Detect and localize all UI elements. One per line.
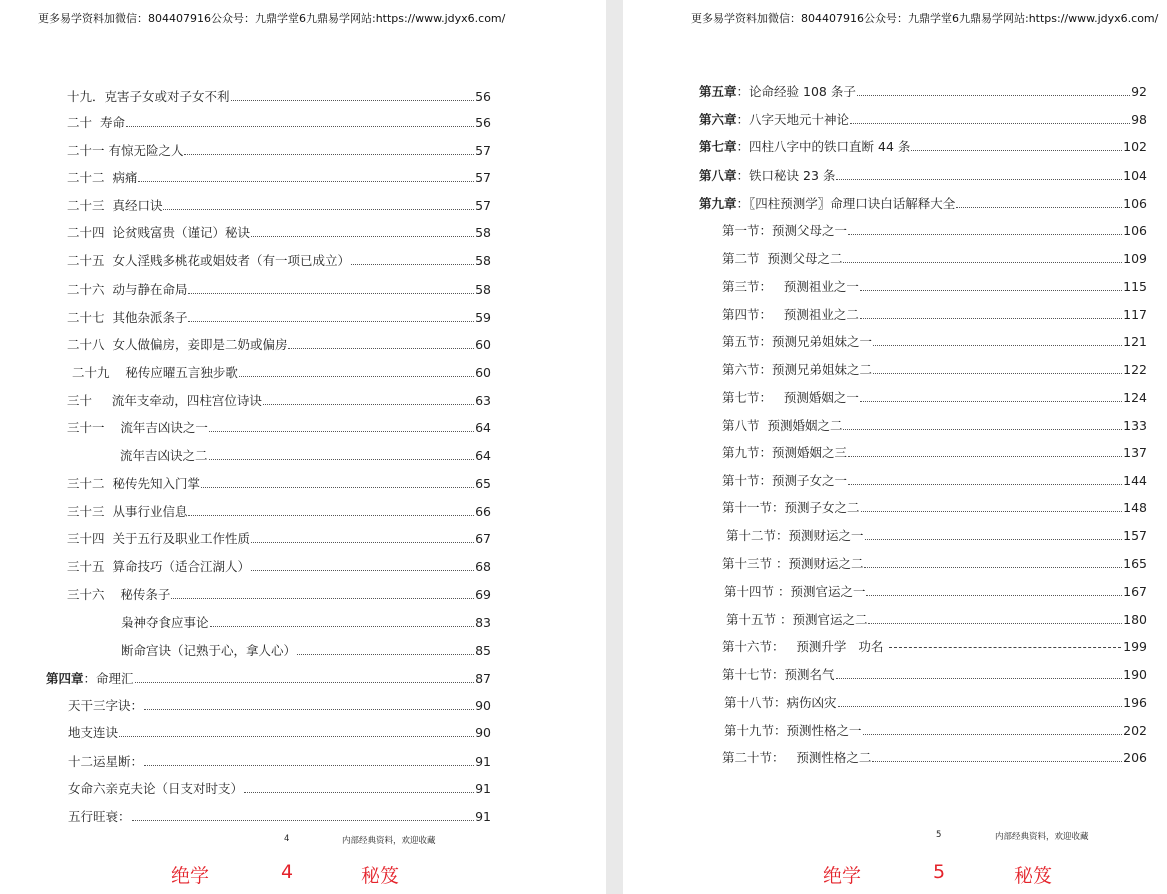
toc-leader [843,429,1122,430]
toc-entry-text: 二十二 病痛 [67,170,138,185]
toc-entry [67,529,491,547]
toc-entry-text: ：命理汇 [83,671,134,686]
toc-entry-title [722,445,847,461]
toc-entry-title [724,695,837,711]
toc-entry-title [722,473,847,489]
toc-entry [722,554,1147,572]
toc-entry [722,360,1147,378]
toc-entry-text: 第三节： 预测祖业之一 [722,279,859,294]
toc-entry-title [722,334,872,350]
toc-chapter-label: 第四章 [46,671,84,686]
toc-entry-text: 第十二节：预测财运之一 [726,528,864,543]
toc-entry [722,498,1147,516]
toc-leader [138,181,474,182]
toc-entry-text: 第一节：预测父母之一 [722,223,848,238]
toc-entry [722,637,1147,655]
toc-entry-title [67,531,250,547]
toc-entry-title [67,587,170,603]
toc-entry-title [67,170,137,186]
toc-entry-text: 流年吉凶诀之二 [120,448,208,463]
toc-entry [722,471,1147,489]
toc-entry-text: 第十八节：病伤凶灾 [724,695,837,710]
toc-page-number: 117 [1123,307,1147,322]
toc-page-number: 199 [1123,639,1147,654]
toc-leader [865,539,1123,540]
toc-leader [861,511,1123,512]
toc-entry-title [67,143,183,159]
toc-entry-text: 二十三 真经口诀 [67,198,163,213]
toc-page-number: 83 [475,615,491,630]
toc-entry-text: 三十一 流年吉凶诀之一 [67,420,208,435]
toc-entry-title [67,310,187,326]
footer-slogan-left: 绝学 [823,865,862,887]
toc-entry-title [121,615,209,631]
toc-entry-title [722,750,871,766]
toc-page-number: 56 [475,115,491,130]
toc-entry-title [699,168,835,184]
toc-entry [726,526,1147,544]
toc-leader [873,373,1122,374]
toc-entry-text: 五行旺衰： [68,809,131,824]
toc-entry-title [722,279,859,295]
toc-entry [67,391,491,409]
toc-entry-text: 二十九 秘传应曜五言独步歌 [72,365,238,380]
toc-entry [724,582,1147,600]
toc-entry [121,641,491,659]
toc-entry [68,807,491,825]
toc-leader [872,761,1122,762]
toc-entry [722,277,1147,295]
toc-page-number: 106 [1123,223,1147,238]
toc-entry [722,443,1147,461]
toc-entry [726,610,1147,628]
toc-page-number: 57 [475,143,491,158]
toc-entry-text: 断命宫诀（记熟于心，拿人心） [121,643,297,658]
toc-entry [67,87,491,105]
toc-entry-title [724,723,862,739]
toc-page-number: 59 [475,310,491,325]
toc-entry [699,110,1147,128]
toc-entry [722,305,1147,323]
toc-entry-text: 第二十节： 预测性格之二 [722,750,872,765]
toc-entry-text: 第四节： 预测祖业之二 [722,307,859,322]
toc-entry [68,779,491,797]
toc-chapter-label: 第九章 [699,196,737,211]
toc-leader [863,734,1123,735]
toc-leader [297,654,474,655]
document-page-5 [623,0,1167,894]
toc-page-number: 206 [1123,750,1147,765]
toc-page-number: 102 [1123,139,1147,154]
toc-leader [889,647,1121,648]
toc-entry-text: 第十五节 ：预测官运之二 [726,612,868,627]
toc-entry-text: 十二运星断： [68,754,144,769]
toc-entry-title [68,809,131,825]
toc-page-number: 167 [1123,584,1147,599]
toc-entry-text: 第十三节 ：预测财运之二 [722,556,864,571]
toc-page-number: 91 [475,781,491,796]
toc-chapter-label: 第六章 [699,112,737,127]
toc-page-number: 148 [1123,500,1147,515]
toc-entry [722,416,1147,434]
toc-entry-text: 第十六节： 预测升学 功名 [722,639,884,654]
toc-entry-title [726,528,864,544]
toc-page-number: 137 [1123,445,1147,460]
toc-entry [722,665,1147,683]
toc-entry [67,308,491,326]
footer-note: 内部经典资料，欢迎收藏 [995,832,1089,842]
toc-page-number: 66 [475,504,491,519]
toc-page-number: 144 [1123,473,1147,488]
toc-entry [67,335,491,353]
toc-page-number: 87 [475,671,491,686]
toc-page-number: 202 [1123,723,1147,738]
toc-entry [67,585,491,603]
toc-leader [188,293,474,294]
toc-entry-title [67,476,200,492]
toc-entry-text: 十九．克害子女或对子女不利 [67,89,230,104]
toc-page-number: 64 [475,448,491,463]
toc-entry-text: 第九节：预测婚姻之三 [722,445,848,460]
toc-leader [144,765,474,766]
toc-entry-title [722,500,860,516]
toc-entry-text: 二十七 其他杂派条子 [67,310,188,325]
toc-leader [836,179,1122,180]
toc-entry-title [68,754,143,770]
toc-leader [868,623,1122,624]
toc-page-number: 91 [475,754,491,769]
toc-entry-text: 三十 流年支牵动，四柱宫位诗诀 [67,393,262,408]
toc-entry-text: 二十六 动与静在命局 [67,282,188,297]
toc-entry-title [722,362,872,378]
toc-leader [848,234,1122,235]
toc-entry [68,723,491,741]
toc-entry [67,113,491,131]
toc-entry-title [120,448,208,464]
toc-entry-title [726,612,867,628]
toc-entry [724,721,1147,739]
toc-leader [850,123,1130,124]
toc-entry-text: 第五节：预测兄弟姐妹之一 [722,334,873,349]
toc-entry-text: 三十二 秘传先知入门掌 [67,476,200,491]
toc-entry-title [67,225,250,241]
toc-entry-title [722,223,847,239]
toc-leader [251,570,474,571]
toc-leader [210,626,475,627]
toc-entry-text: 第十七节：预测名气 [722,667,835,682]
toc-entry-title [67,282,187,298]
toc-entry [722,249,1147,267]
toc-entry-title [67,559,250,575]
toc-entry-text: 二十八 女人做偏房，妾即是二奶或偏房 [67,337,288,352]
toc-entry-title [72,365,238,381]
toc-page-number: 68 [475,559,491,574]
toc-entry-text: 二十五 女人淫贱多桃花或娼妓者（有一项已成立） [67,253,350,268]
toc-leader [843,262,1122,263]
toc-entry [67,502,491,520]
toc-entry [67,251,491,269]
toc-page-number: 57 [475,170,491,185]
toc-page-number: 58 [475,282,491,297]
toc-leader [911,150,1122,151]
toc-entry-title [67,253,350,269]
toc-page-number: 190 [1123,667,1147,682]
toc-entry [67,223,491,241]
toc-entry-title [67,89,230,105]
toc-page-number: 90 [475,698,491,713]
toc-page-number: 157 [1123,528,1147,543]
footer-slogan-left: 绝学 [171,865,210,887]
toc-page-number: 92 [1131,84,1147,99]
toc-entry-title [67,115,125,131]
toc-entry [699,166,1147,184]
toc-entry-title [67,420,208,436]
toc-leader [848,484,1122,485]
toc-entry [120,446,491,464]
toc-leader [860,318,1122,319]
toc-entry [699,82,1147,100]
toc-entry-title [67,198,162,214]
toc-entry-text: 第六节：预测兄弟姐妹之二 [722,362,873,377]
toc-chapter-label: 第七章 [699,139,737,154]
toc-page-number: 133 [1123,418,1147,433]
toc-entry-title [68,781,243,797]
toc-page-number: 106 [1123,196,1147,211]
toc-entry [46,669,491,687]
footer-slogan-right: 秘笈 [1014,865,1053,887]
toc-entry-text: 第十节：预测子女之一 [722,473,848,488]
toc-entry [67,418,491,436]
toc-page-number: 64 [475,420,491,435]
toc-entry-text: 二十 寿命 [67,115,125,130]
toc-leader [171,598,474,599]
toc-leader [351,264,474,265]
toc-entry [67,168,491,186]
toc-entry [722,748,1147,766]
toc-page-number: 98 [1131,112,1147,127]
toc-entry [121,613,491,631]
toc-leader [263,404,474,405]
toc-page-number: 60 [475,365,491,380]
toc-entry-text: 第二节 预测父母之二 [722,251,843,266]
toc-leader [126,126,474,127]
toc-leader [209,431,474,432]
toc-entry-text: 三十四 关于五行及职业工作性质 [67,531,250,546]
toc-leader [251,236,474,237]
toc-entry-title [722,667,835,683]
toc-entry-title [722,418,842,434]
footer-slogan-right: 秘笈 [361,865,400,887]
toc-entry [67,196,491,214]
toc-entry-title [67,337,287,353]
toc-page-number: 67 [475,531,491,546]
toc-leader [860,290,1122,291]
toc-leader [251,542,474,543]
toc-page-number: 90 [475,725,491,740]
toc-entry-title [724,584,865,600]
toc-page-number: 91 [475,809,491,824]
toc-entry-title [67,393,262,409]
toc-page-number: 63 [475,393,491,408]
toc-entry [68,752,491,770]
toc-entry-title [68,725,118,741]
footer-note: 内部经典资料，欢迎收藏 [342,836,436,846]
toc-entry-title [699,196,955,212]
toc-entry-text: ：论命经验 108 条子 [736,84,856,99]
footer-slogan-page: 4 [281,861,294,883]
toc-leader [132,820,475,821]
toc-page-number: 69 [475,587,491,602]
toc-page-number: 104 [1123,168,1147,183]
toc-entry-text: 第十一节：预测子女之二 [722,500,860,515]
toc-entry [68,696,491,714]
footer-page-number: 5 [936,830,942,840]
toc-leader [956,207,1122,208]
toc-entry [67,280,491,298]
page-header: 更多易学资料加微信：804407916公众号：九鼎学堂6九鼎易学网站:https://www.jdyx6.com/ [38,12,506,25]
toc-entry-text: 第八节 预测婚姻之二 [722,418,843,433]
toc-leader [866,595,1122,596]
toc-page-number: 109 [1123,251,1147,266]
page-header: 更多易学资料加微信：804407916公众号：九鼎学堂6九鼎易学网站:https://www.jdyx6.com/ [691,12,1159,25]
toc-entry-text: ：铁口秘诀 23 条 [736,168,836,183]
toc-entry-title [46,671,134,687]
toc-entry-text: ：四柱八字中的铁口直断 44 条 [736,139,911,154]
toc-entry-text: 枭神夺食应事论 [121,615,209,630]
toc-leader [209,459,475,460]
footer-page-number: 4 [284,834,290,844]
toc-entry-title [699,112,849,128]
footer-slogan-page: 5 [933,861,946,883]
toc-leader [836,678,1123,679]
toc-leader [163,209,474,210]
toc-page-number: 57 [475,198,491,213]
toc-page-number: 121 [1123,334,1147,349]
toc-leader [873,345,1122,346]
toc-leader [231,100,475,101]
toc-page-number: 124 [1123,390,1147,405]
toc-page-number: 58 [475,253,491,268]
toc-chapter-label: 第五章 [699,84,737,99]
toc-entry-title [722,251,842,267]
toc-entry-text: ：八字天地元十神论 [736,112,850,127]
toc-leader [184,154,474,155]
toc-entry-title [68,698,143,714]
toc-entry [67,474,491,492]
toc-leader [848,456,1122,457]
toc-leader [288,348,474,349]
toc-entry-text: 三十三 从事行业信息 [67,504,188,519]
toc-leader [857,95,1130,96]
toc-leader [135,682,475,683]
toc-entry-text: 三十五 算命技巧（适合江湖人） [67,559,250,574]
toc-entry [722,332,1147,350]
toc-entry [699,194,1147,212]
toc-leader [119,736,474,737]
toc-entry-title [722,307,859,323]
toc-entry-text: 第十九节：预测性格之一 [724,723,862,738]
toc-entry-text: 第十四节 ：预测官运之一 [724,584,866,599]
toc-entry-title [722,390,859,406]
toc-page-number: 56 [475,89,491,104]
toc-entry-text: 女命六亲克夫论（日支对时支） [68,781,244,796]
toc-entry-title [699,139,910,155]
toc-entry-title [67,504,187,520]
toc-entry-text: 第七节： 预测婚姻之一 [722,390,859,405]
toc-entry-title [722,556,863,572]
toc-leader [244,792,474,793]
toc-entry [722,388,1147,406]
toc-entry [67,141,491,159]
toc-leader [864,567,1122,568]
toc-leader [188,515,474,516]
toc-entry [724,693,1147,711]
toc-entry-text: 二十一 有惊无险之人 [67,143,184,158]
toc-page-number: 65 [475,476,491,491]
toc-page-number: 115 [1123,279,1147,294]
toc-entry [699,137,1147,155]
toc-page-number: 60 [475,337,491,352]
toc-entry-text: 三十六 秘传条子 [67,587,171,602]
toc-entry [72,363,491,381]
toc-leader [838,706,1123,707]
toc-entry-text: 天干三字诀： [68,698,144,713]
toc-leader [239,376,474,377]
toc-entry [67,557,491,575]
toc-leader [144,709,474,710]
toc-entry-title [121,643,296,659]
toc-page-number: 122 [1123,362,1147,377]
toc-leader [201,487,474,488]
toc-entry-text: 二十四 论贫贱富贵（谨记）秘诀 [67,225,250,240]
toc-page-number: 180 [1123,612,1147,627]
toc-leader [860,401,1122,402]
toc-chapter-label: 第八章 [699,168,737,183]
toc-page-number: 165 [1123,556,1147,571]
toc-page-number: 196 [1123,695,1147,710]
toc-leader [188,321,474,322]
toc-entry [722,221,1147,239]
toc-entry-title [722,639,883,655]
toc-entry-title [699,84,856,100]
toc-entry-text: 地支连诀 [68,725,119,740]
toc-entry-text: ：〖四柱预测学〗命理口诀白话解释大全 [736,196,956,211]
toc-page-number: 85 [475,643,491,658]
toc-page-number: 58 [475,225,491,240]
